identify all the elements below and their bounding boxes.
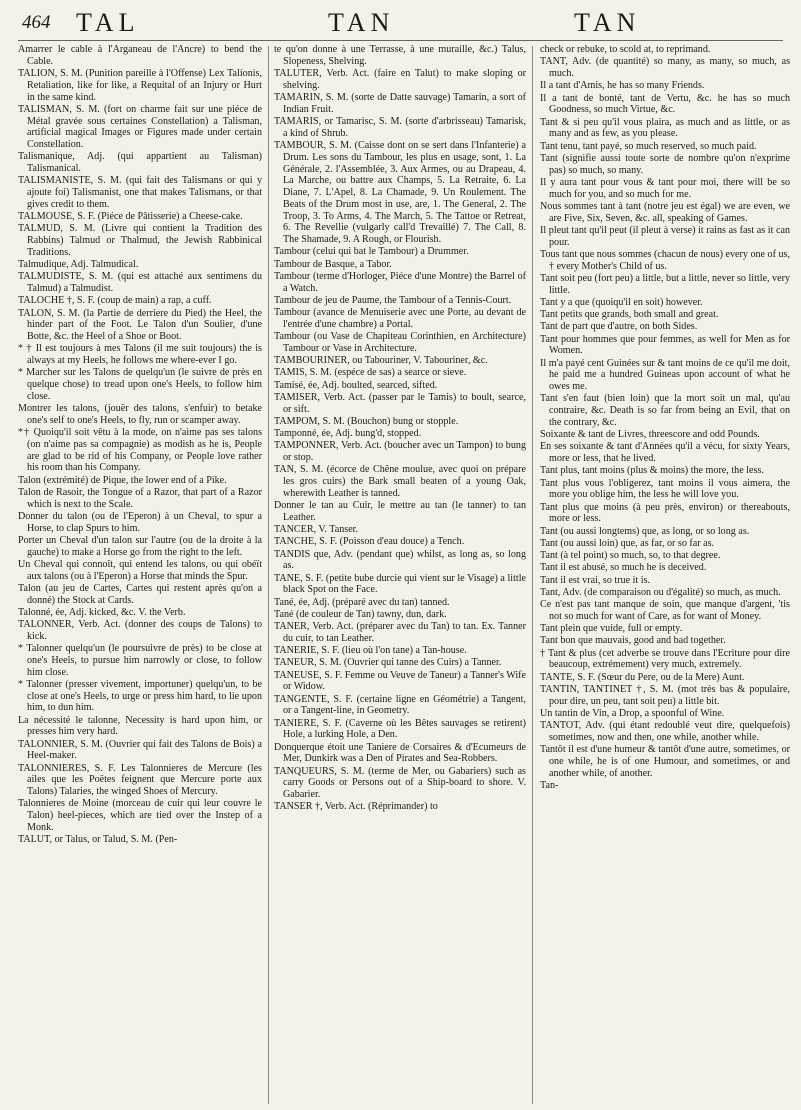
- dictionary-entry: Tant tenu, tant payé, so much reserved, so much paid.: [540, 140, 757, 152]
- dictionary-entry: te qu'on donne à une Terrasse, à une muraille, &c.) Talus, Slopeness, Shelving.: [274, 44, 526, 67]
- dictionary-entry: TAMPOM, S. M. (Bouchon) bung or stopple.: [274, 415, 459, 427]
- dictionary-entry: TALONNIER, S. M. (Ouvrier qui fait des Talons de Bois) a Heel-maker.: [18, 738, 262, 762]
- column-left: [18, 44, 262, 1110]
- dictionary-entry: TANERIE, S. F. (lieu où l'on tane) a Tan-house.: [274, 645, 467, 656]
- dictionary-entry: Tambour (terme d'Horloger, Piéce d'une Montre) the Barrel of a Watch.: [274, 270, 526, 294]
- dictionary-entry: Porter un Cheval d'un talon sur l'autre (ou de la droite à la gauche) to make a Horse go from the right to the left.: [18, 534, 262, 558]
- dictionary-entry: Talon de Rasoir, the Tongue of a Razor, that part of a Razor which is next to the Scale.: [18, 486, 262, 510]
- dictionary-entry: TAMARIS, or Tamarisc, S. M. (sorte d'arbrisseau) Tamarisk, a kind of Shrub.: [274, 116, 526, 139]
- dictionary-entry: TANTIN, TANTINET †, S. M. (mot très bas & populaire, pour dire, un peu, tant soit peu) a little bit.: [540, 683, 790, 707]
- dictionary-entry: TAMIS, S. M. (espéce de sas) a searce or sieve.: [274, 367, 467, 379]
- dictionary-entry: TALUTER, Verb. Act. (faire en Talut) to make sloping or shelving.: [274, 68, 526, 91]
- dictionary-entry: Il y aura tant pour vous & tant pour moi, there will be so much for you, and so much for me.: [540, 176, 790, 200]
- dictionary-entry: TALONNER, Verb. Act. (donner des coups de Talons) to kick.: [18, 619, 262, 642]
- dictionary-entry: Tant de part que d'autre, on both Sides.: [540, 321, 698, 333]
- dictionary-entry: Tamisé, ée, Adj. boulted, searced, sifted.: [274, 379, 438, 391]
- dictionary-entry: Tambour de jeu de Paume, the Tambour of a Tennis-Court.: [274, 294, 512, 306]
- dictionary-entry: Un Cheval qui connoît, qui entend les talons, ou qui obéït aux talons (ou à l'Eperon) a Horse that minds the Spur.: [18, 558, 262, 582]
- dictionary-entry: TALOCHE †, S. F. (coup de main) a rap, a cuff.: [18, 295, 212, 307]
- dictionary-entry: Tant & si peu qu'il vous plaira, as much and as little, or as many and as few, as you please.: [540, 116, 790, 140]
- dictionary-entry: Talonné, ée, Adj. kicked, &c. V. the Verb.: [18, 606, 186, 618]
- dictionary-entry: Tamponné, ée, Adj. bung'd, stopped.: [274, 428, 422, 439]
- dictionary-entry: TAMARIN, S. M. (sorte de Datte sauvage) Tamarin, a sort of Indian Fruit.: [274, 92, 526, 115]
- dictionary-entry: Il m'a payé cent Guinées sur & tant moins de ce qu'il me doit, he paid me a hundred Guineas upon account of what he owes me.: [540, 357, 790, 392]
- dictionary-entry: *† Quoiqu'il soit vêtu à la mode, on n'aime pas ses talons (on n'aime pas sa compagnie) as modish as he is, People are glad to be rid of his Company, or People love rather his room than his Company.: [18, 427, 262, 474]
- dictionary-entry: Il pleut tant qu'il peut (il pleut à verse) it rains as fast as it can pour.: [540, 224, 790, 248]
- column-middle: [274, 44, 526, 1110]
- dictionary-entry: Ce n'est pas tant manque de soin, que manque d'argent, 'tis not so much for want of Care, as for want of Money.: [540, 599, 790, 622]
- dictionary-entry: Talon (au jeu de Cartes, Cartes qui restent après qu'on a donné) the Stock at Cards.: [18, 582, 262, 606]
- dictionary-entry: Talonnieres de Moine (morceau de cuir qui leur couvre le Talon) heel-pieces, which are tied over the Instep of a Monk.: [18, 798, 262, 833]
- dictionary-entry: TANEUSE, S. F. Femme ou Veuve de Taneur) a Tanner's Wife or Widow.: [274, 669, 526, 693]
- dictionary-entry: TANTOT, Adv. (qui étant redoublé veut dire, quelquefois) sometimes, now and then, one while, another while.: [540, 720, 790, 743]
- dictionary-entry: Nous sommes tant à tant (notre jeu est égal) we are even, we are Five, Six, Seven, &c. all, speaking of Games.: [540, 200, 790, 224]
- dictionary-entry: Tant s'en faut (bien loin) que la mort soit un mal, qu'au contraire, &c. Death is so far from being an Evil, that on the contrary, &c.: [540, 393, 790, 428]
- dictionary-entry: Tant soit peu (fort peu) a little, but a little, never so little, very little.: [540, 272, 790, 296]
- dictionary-entry: TANIERE, S. F. (Caverne où les Bêtes sauvages se retirent) Hole, a lurking Hole, a Den.: [274, 717, 526, 741]
- dictionary-entry: Donner le tan au Cuir, le mettre au tan (le tanner) to tan Leather.: [274, 500, 526, 523]
- dictionary-entry: Tantôt il est d'une humeur & tantôt d'une autre, sometimes, or one while, he is of one Humour, and sometimes, or and another while, of another.: [540, 744, 790, 779]
- dictionary-entry: TANCER, V. Tanser.: [274, 524, 359, 535]
- dictionary-entry: Tant (signifie aussi toute sorte de nombre qu'on n'exprime pas) so much, so many.: [540, 152, 790, 176]
- dictionary-entry: TANQUEURS, S. M. (terme de Mer, ou Gabariers) such as carry Goods or Persons out of a Ship-board to shore. V. Gabarier.: [274, 765, 526, 800]
- dictionary-entry: TALMUDISTE, S. M. (qui est attaché aux sentimens du Talmud) a Talmudist.: [18, 271, 262, 294]
- dictionary-entry: TAMISER, Verb. Act. (passer par le Tamis) to boult, searce, or sift.: [274, 391, 526, 415]
- dictionary-entry: TANER, Verb. Act. (préparer avec du Tan) to tan. Ex. Tanner du cuir, to tan Leather.: [274, 621, 526, 644]
- dictionary-entry: Tambour (avance de Menuiserie avec une Porte, au devant de l'entrée d'une chambre) a Portal.: [274, 307, 526, 330]
- dictionary-entry: TAMPONNER, Verb. Act. (boucher avec un Tampon) to bung or stop.: [274, 440, 526, 463]
- dictionary-entry: Tambour (ou Vase de Chapiteau Corinthien, en Architecture) Tambour or Vase in Architecture.: [274, 331, 526, 354]
- dictionary-entry: Il a tant d'Amis, he has so many Friends.: [540, 80, 705, 92]
- dictionary-entry: Tant y a que (quoiqu'il en soit) however.: [540, 296, 703, 308]
- dictionary-entry: Tané (de couleur de Tan) tawny, dun, dark.: [274, 608, 447, 620]
- dictionary-entry: Tant plus vous l'obligerez, tant moins il vous aimera, the more you oblige him, the less he will love you.: [540, 477, 790, 501]
- dictionary-entry: Un tantin de Vin, a Drop, a spoonful of Wine.: [540, 707, 725, 719]
- dictionary-entry: Tant (ou aussi longtems) que, as long, or so long as.: [540, 525, 750, 537]
- dictionary-entry: check or rebuke, to scold at, to reprimand.: [540, 44, 711, 55]
- dictionary-entry: * † Il est toujours à mes Talons (il me suit toujours) the is always at my Heels, he follows me where-ever I go.: [18, 343, 262, 366]
- dictionary-entry: Soixante & tant de Livres, threescore and odd Pounds.: [540, 429, 760, 440]
- dictionary-entry: TAMBOURINER, ou Tabouriner, V. Tabouriner, &c.: [274, 355, 488, 366]
- dictionary-entry: Tant plein que vuide, full or empty.: [540, 623, 683, 634]
- column-right: [540, 44, 790, 1110]
- header-rule: [18, 40, 783, 41]
- dictionary-entry: * Talonner (presser vivement, importuner) quelqu'un, to be close at one's Heels, to urge or press him hard, to lie upon him, to dun him.: [18, 678, 262, 714]
- dictionary-entry: TALMUD, S. M. (Livre qui contient la Tradition des Rabbins) Talmud or Thalmud, the Jewish Rabbinical Traditions.: [18, 223, 262, 258]
- dictionary-entry: Il a tant de bonté, tant de Vertu, &c. he has so much Goodness, so much Virtue, &c.: [540, 92, 790, 116]
- dictionary-entry: TALONNIERES, S. F. Les Talonnieres de Mercure (les ailes que les Poëtes feignent que Mercure porte aux Talons) Talaries, the winged Shoes of Mercury.: [18, 762, 262, 797]
- dictionary-entry: TALION, S. M. (Punition pareille à l'Offense) Lex Talionis, Retaliation, like for like, a Requital of an Injury or Hurt in the same kind.: [18, 68, 262, 103]
- dictionary-entry: Tous tant que nous sommes (chacun de nous) every one of us, † every Mother's Child of us.: [540, 248, 790, 272]
- dictionary-entry: TANSER †, Verb. Act. (Réprimander) to: [274, 801, 438, 813]
- dictionary-entry: Montrer les talons, (jouër des talons, s'enfuir) to betake one's self to one's Heels, to fly, run or scamper away.: [18, 403, 262, 426]
- dictionary-entry: Tant plus, tant moins (plus & moins) the more, the less.: [540, 465, 764, 477]
- dictionary-entry: * Talonner quelqu'un (le poursuivre de près) to be close at one's Heels, to pursue him narrowly or close, to follow him close.: [18, 643, 262, 678]
- dictionary-entry: Tambour (celui qui bat le Tambour) a Drummer.: [274, 246, 469, 258]
- dictionary-entry: TANTE, S. F. (Sœur du Pere, ou de la Mere) Aunt.: [540, 671, 745, 683]
- dictionary-entry: Talmudique, Adj. Talmudical.: [18, 259, 139, 270]
- dictionary-entry: TAMBOUR, S. M. (Caisse dont on se sert dans l'Infanterie) a Drum. Les sons du Tambour, les plus en usage, sont, 1. La Générale, 2. l'Assemblée, 3. Aux Armes, ou au Drapeau, 4. La Marche, ou battre aux Champs, 5. La Retraite, 6. La Diane, 7. L'Apel, 8. La Chamade, 9. Un Roulement. The Beats of the Drum most in use, are, 1. The General, 2. The Troop, 3. To Arms, 4. The March, 5. The Tattoe or Retreat, 6. The Revellie (vulgarly call'd Trevaillé) 7. The Call, 8. The Shamade, 9. A Rough, or Flourish.: [274, 140, 526, 245]
- column-divider: [532, 46, 533, 1104]
- dictionary-entry: TALISMAN, S. M. (fort on charme fait sur une piéce de Métal gravée sous certaines Constellation) a Talisman, artificial magical Images or Figures made under certain Constellation.: [18, 103, 262, 150]
- running-head-left: TAL: [76, 8, 140, 37]
- dictionary-entry: TANE, S. F. (petite bube durcie qui vient sur le Visage) a little black Spot on the Face.: [274, 572, 526, 596]
- running-head-right: TAN: [574, 8, 641, 37]
- column-divider: [268, 46, 269, 1104]
- dictionary-entry: TANEUR, S. M. (Ouvrier qui tanne des Cuirs) a Tanner.: [274, 657, 502, 669]
- dictionary-entry: TALMOUSE, S. F. (Piéce de Pâtisserie) a Cheese-cake.: [18, 211, 243, 222]
- dictionary-entry: TANGENTE, S. F. (certaine ligne en Géométrie) a Tangent, or a Tangent-line, in Geometry.: [274, 693, 526, 717]
- page-header: [22, 8, 779, 42]
- dictionary-entry: Talismanique, Adj. (qui appartient au Talisman) Talismanical.: [18, 151, 262, 174]
- dictionary-entry: Tané, ée, Adj. (préparé avec du tan) tanned.: [274, 596, 450, 608]
- dictionary-entry: Tant bon que mauvais, good and bad together.: [540, 635, 726, 647]
- dictionary-entry: Tant il est vrai, so true it is.: [540, 574, 651, 586]
- dictionary-entry: La nécessité le talonne, Necessity is hard upon him, or presses him very hard.: [18, 714, 262, 738]
- running-head-center: TAN: [328, 8, 395, 37]
- dictionary-entry: TANCHE, S. F. (Poisson d'eau douce) a Tench.: [274, 536, 465, 548]
- page-number: 464: [22, 12, 51, 33]
- dictionary-entry: Tant petits que grands, both small and great.: [540, 309, 719, 320]
- dictionary-entry: Tant il est abusé, so much he is deceived.: [540, 562, 707, 574]
- dictionary-entry: Amarrer le cable à l'Arganeau de l'Ancre) to bend the Cable.: [18, 44, 262, 67]
- dictionary-entry: TAN, S. M. (écorce de Chêne moulue, avec quoi on prépare les gros cuirs) the Bark small beaten of a young Oak, wherewith Leather is tanned.: [274, 464, 526, 499]
- dictionary-entry: TALON, S. M. (la Partie de derriere du Pied) the Heel, the hinder part of the Foot. Le Talon d'un Soulier, d'une Botte, &c. the Heel of a Shoe or Boot.: [18, 307, 262, 342]
- dictionary-entry: † Tant & plus (cet adverbe se trouve dans l'Ecriture pour dire beaucoup, extrémement) very much, extremely.: [540, 647, 790, 671]
- dictionary-entry: Tant (ou aussi loin) que, as far, or so far as.: [540, 537, 715, 549]
- dictionary-entry: Donquerque étoit une Taniere de Corsaires & d'Ecumeurs de Mer, Dunkirk was a Den of Pirates and Sea-Robbers.: [274, 741, 526, 765]
- dictionary-entry: Tambour de Basque, a Tabor.: [274, 258, 392, 270]
- dictionary-entry: Donner du talon (ou de l'Eperon) à un Cheval, to spur a Horse, to clap Spurs to him.: [18, 510, 262, 534]
- dictionary-entry: TANT, Adv. (de quantité) so many, as many, so much, as much.: [540, 56, 790, 79]
- dictionary-entry: Tan-: [540, 779, 559, 791]
- dictionary-entry: TANDIS que, Adv. (pendant que) whilst, as long as, so long as.: [274, 548, 526, 572]
- dictionary-entry: En ses soixante & tant d'Années qu'il a vécu, for sixty Years, more or less, that he lived.: [540, 441, 790, 464]
- dictionary-entry: * Marcher sur les Talons de quelqu'un (le suivre de près en quelque chose) to tread upon one's Heels, to follow him close.: [18, 367, 262, 402]
- dictionary-entry: TALUT, or Talus, or Talud, S. M. (Pen-: [18, 834, 178, 845]
- dictionary-entry: Tant plus que moins (à peu près, environ) or thereabouts, more or less.: [540, 501, 790, 525]
- dictionary-entry: TALISMANISTE, S. M. (qui fait des Talismans or qui y ajoute foi) Talismanist, one that makes Talismans, or that gives credit to them.: [18, 175, 262, 210]
- dictionary-entry: Tant pour hommes que pour femmes, as well for Men as for Women.: [540, 333, 790, 357]
- dictionary-entry: Tant (à tel point) so much, so, to that degree.: [540, 550, 721, 561]
- dictionary-entry: Talon (extrémité) de Pique, the lower end of a Pike.: [18, 474, 227, 486]
- dictionary-entry: Tant, Adv. (de comparaison ou d'égalité) so much, as much.: [540, 586, 781, 598]
